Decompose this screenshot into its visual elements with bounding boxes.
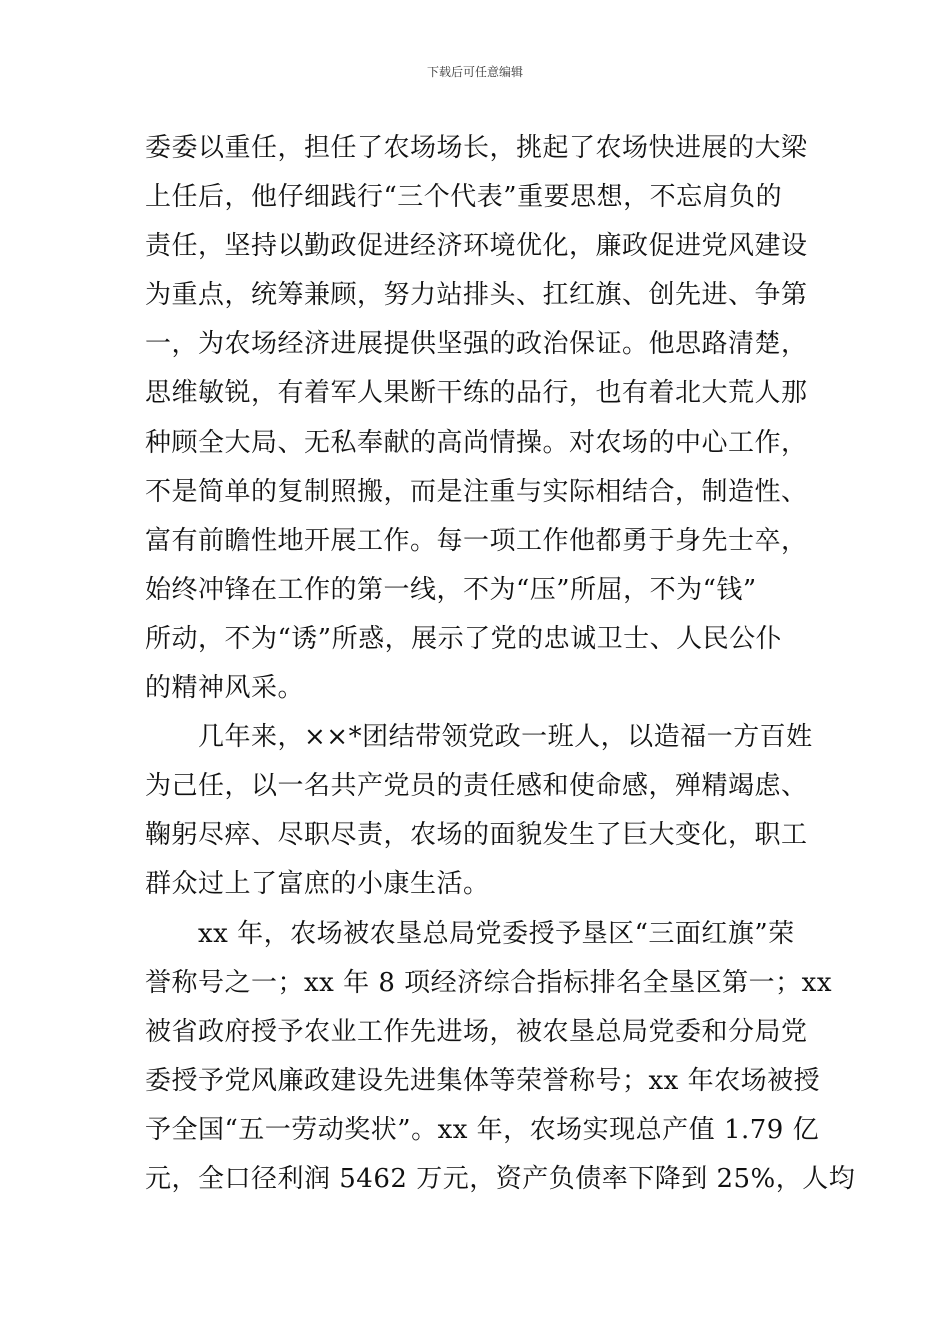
paragraph-2	[145, 713, 813, 909]
text-line: 鞠躬尽瘁、尽职尽责，农场的面貌发生了巨大变化，职工	[145, 820, 808, 851]
text-line: 责任，坚持以勤政促进经济环境优化，廉政促进党风建设	[145, 231, 808, 262]
paragraph-3	[145, 910, 856, 1205]
text-line: 始终冲锋在工作的第一线，不为“压”所屈，不为“钱”	[145, 574, 757, 605]
text-line: 为己任，以一名共产党员的责任感和使命感，殚精竭虑、	[145, 771, 808, 802]
text-line: 元，全口径利润 5462 万元，资产负债率下降到 25%，人均	[145, 1163, 856, 1194]
text-line: 思维敏锐，有着军人果断干练的品行，也有着北大荒人那	[145, 378, 808, 409]
text-line: 一，为农场经济进展提供坚强的政治保证。他思路清楚，	[145, 329, 808, 360]
text-line: 所动，不为“诱”所惑，展示了党的忠诚卫士、人民公仆	[145, 623, 783, 654]
page-header-note: 下载后可任意编辑	[426, 65, 523, 79]
document-body	[145, 124, 856, 1204]
text-line: 被省政府授予农业工作先进场，被农垦总局党委和分局党	[145, 1016, 808, 1047]
text-line: 委授予党风廉政建设先进集体等荣誉称号；xx 年农场被授	[145, 1065, 821, 1096]
text-line: 群众过上了富庶的小康生活。	[145, 869, 490, 900]
text-line: 予全国“五一劳动奖状”。xx 年，农场实现总产值 1.79 亿	[145, 1114, 820, 1145]
text-line: 上任后，他仔细践行“三个代表”重要思想，不忘肩负的	[145, 182, 783, 213]
text-line: 几年来，××*团结带领党政一班人，以造福一方百姓	[145, 722, 813, 753]
text-line: 为重点，统筹兼顾，努力站排头、扛红旗、创先进、争第	[145, 280, 808, 311]
text-line: 誉称号之一；xx 年 8 项经济综合指标排名全垦区第一；xx	[145, 967, 832, 998]
text-line: 的精神风采。	[145, 673, 305, 704]
text-line: 不是简单的复制照搬，而是注重与实际相结合，制造性、	[145, 476, 808, 507]
text-line: 委委以重任，担任了农场场长，挑起了农场快进展的大梁	[145, 133, 808, 163]
text-line: 富有前瞻性地开展工作。每一项工作他都勇于身先士卒，	[145, 525, 808, 556]
paragraph-1	[145, 124, 810, 713]
text-line: xx 年，农场被农垦总局党委授予垦区“三面红旗”荣	[145, 918, 795, 949]
text-line: 种顾全大局、无私奉献的高尚情操。对农场的中心工作，	[145, 427, 808, 458]
